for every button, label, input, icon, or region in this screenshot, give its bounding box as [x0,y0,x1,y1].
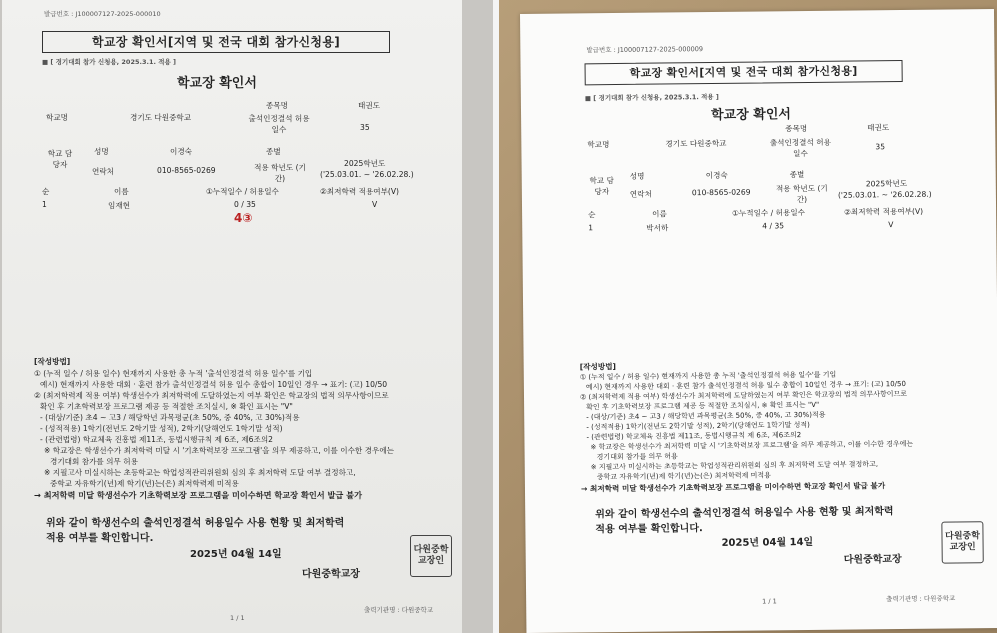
row-days: 0 / 35 [234,200,256,209]
method-header-right: [작성방법] [579,362,617,372]
col-name-right: 이름 [652,209,667,219]
value-allow-days: 35 [360,123,370,132]
method-line-11: 중학교 자유학기(년)제 학기(년)는(은) 최저학력제 미적용 [50,479,239,488]
row-check-right: V [888,220,894,230]
method-line-1: ① (누적 일수 / 허용 일수) 현재까지 사용한 총 누적 '출석인정결석 허용 일수'를 기입 [34,369,313,378]
document-title-right: 학교장 확인서[지역 및 전국 대회 참가신청용] [585,60,903,85]
method-line-11-right: 중학교 자유학기(년)제 학기(년)는(은) 최저학력제 미적용 [596,471,771,482]
confirm-line-2-right: 적용 여부를 확인합니다. [595,523,703,536]
label-event-right: 종목명 [785,123,808,134]
confirm-line-1: 위와 같이 학생선수의 출석인정결석 허용일수 사용 현황 및 최저학력 [46,518,345,529]
method-line-8: ※ 학교장은 학생선수가 최저학력 미달 시 '기초학력보장 프로그램'을 의무 제공하고, 이를 이수한 경우에는 [44,446,395,455]
page-number-right: 1 / 1 [762,597,777,606]
handwritten-mark: 4③ [234,211,253,225]
col-days: ①누적일수 / 허용일수 [206,187,279,196]
principal-seal-right: 다원중학교장인 [941,521,983,563]
issue-date-right: 2025년 04월 14일 [721,536,814,549]
method-line-3-right: ② (최저학력제 적용 여부) 학생선수가 최저학력에 도달하였는지 여부 확인은 학교장의 법적 의무사항이므로 [579,389,908,402]
label-school: 학교명 [46,113,69,122]
confirm-line-2: 적용 여부를 확인합니다. [46,533,154,544]
document-subtitle: 학교장 확인서 [177,76,257,91]
value-phone: 010-8565-0269 [157,166,216,175]
method-line-7-right: - (관련법령) 학교체육 진흥법 제11조, 동법시행규칙 제 6조, 제6조의2 [586,431,802,442]
method-line-1-right: ① (누적 일수 / 허용 일수) 현재까지 사용한 총 누적 '출석인정결석 허용 일수'를 기입 [579,370,837,382]
form-note: ■ [ 경기대회 참가 신청용, 2025.3.1. 적용 ] [42,58,177,66]
col-name: 이름 [114,187,129,196]
method-header: [작성방법] [34,357,71,366]
left-document [2,0,462,633]
method-line-12-right: → 최저학력 미달 학생선수가 기초학력보장 프로그램을 미이수하면 학교장 확인서 발급 불가 [580,481,886,494]
label-manager: 학교 담당자 [47,149,73,169]
document-title: 학교장 확인서[지역 및 전국 대회 참가신청용] [42,31,390,53]
label-grade: 종별 [266,147,281,156]
form-note-right: ■ [ 경기대회 참가 신청용, 2025.3.1. 적용 ] [584,92,719,103]
value-year: 2025학년도 [344,159,386,168]
method-line-5-right: - (대상/기준) 초4 ~ 고3 / 해당학년 과목평균(초 50%, 중 40%, 고 30%)적용 [586,410,826,422]
value-event: 태권도 [358,101,381,110]
method-line-8-right: ※ 학교장은 학생선수가 최저학력 미달 시 '기초학력보장 프로그램'을 의무 제공하고, 이를 이수한 경우에는 [590,439,914,452]
value-manager-name-right: 이경숙 [705,170,728,181]
value-phone-right: 010-8565-0269 [691,187,751,198]
method-line-4-right: 확인 후 기초학력보장 프로그램 제공 등 적절한 조치실시, ※ 확인 표시는 "V" [586,400,820,412]
value-allow-days-right: 35 [875,142,886,152]
label-attendance: 출석인정결석 허용일수 [248,114,310,134]
col-min: ②최저학력 적용여부(V) [320,187,400,196]
col-no-right: 순 [588,210,596,220]
row-name: 임재현 [108,201,131,210]
value-school-right: 경기도 다원중학교 [665,138,727,149]
method-line-9-right: 경기대회 참가를 의무 허용 [596,452,678,462]
page-number: 1 / 1 [230,614,245,622]
method-line-5: - (대상/기준) 초4 ~ 고3 / 해당학년 과목평균(초 50%, 중 40%, 고 30%)적용 [40,413,300,422]
issuer-right: 출력기관명 : 다원중학교 [886,594,956,604]
col-min-right: ②최저학력 적용여부(V) [844,206,924,217]
issue-date: 2025년 04월 14일 [190,549,282,560]
label-contact: 연락처 [92,167,115,176]
label-contact-right: 연락처 [629,189,652,199]
method-line-10-right: ※ 지필고사 미실시하는 초등학교는 학업성적관리위원회 심의 후 최저학력 도달 여부 결정하고, [590,460,879,472]
value-event-right: 태권도 [867,123,890,133]
row-days-right: 4 / 35 [762,221,785,231]
label-school-right: 학교명 [587,140,610,150]
principal-seal: 다원중학교장인 [410,535,452,577]
method-line-6-right: - (성적적용) 1학기(전년도 2학기말 성적), 2학기(당해연도 1학기말 성적) [586,420,810,432]
method-line-12: → 최저학력 미달 학생선수가 기초학력보장 프로그램을 미이수하면 학교장 확인서 발급 불가 [34,490,363,500]
label-event: 종목명 [266,101,289,110]
label-grade-right: 종별 [789,170,805,180]
principal-name-right: 다원중학교장 [843,554,902,566]
method-line-10: ※ 지필고사 미실시하는 초등학교는 학업성적관리위원회 심의 후 최저학력 도달 여부 결정하고, [44,468,356,477]
label-attendance-right: 출석인정결석 허용일수 [769,137,831,159]
issuer: 출력기관명 : 다원중학교 [364,606,434,614]
value-school: 경기도 다원중학교 [130,113,192,122]
label-year: 적용 학년도 (기간) [254,163,306,183]
method-line-4: 확인 후 기초학력보장 프로그램 제공 등 적절한 조치실시, ※ 확인 표시는 "V" [40,402,293,411]
label-name-right: 성명 [629,171,645,181]
col-days-right: ①누적일수 / 허용일수 [732,208,806,218]
row-no-right: 1 [588,223,594,233]
col-no: 순 [42,187,50,196]
method-line-2: 예시) 현재까지 사용한 대회 · 훈련 참가 출석인정결석 허용 일수 총합이 10일인 경우 → 표기: (고) 10/50 [40,380,388,389]
row-no: 1 [42,200,47,209]
issue-number-right: 발급번호 : J100007127-2025-000009 [586,45,704,55]
row-name-right: 박서하 [646,223,669,233]
value-manager-name: 이경숙 [170,147,193,156]
label-name: 성명 [94,147,109,156]
label-year-right: 적용 학년도 (기간) [775,183,828,205]
issue-number: 발급번호 : J100007127-2025-000010 [44,10,161,18]
principal-name: 다원중학교장 [302,569,360,580]
method-line-9: 경기대회 참가를 의무 허용 [50,457,138,466]
right-document [520,9,997,633]
method-line-2-right: 예시) 현재까지 사용한 대회 · 훈련 참가 출석인정결석 허용 일수 총합이 10일인 경우 → 표기: (고) 10/50 [585,379,906,392]
row-check: V [372,200,378,209]
document-subtitle-right: 학교장 확인서 [710,107,792,124]
value-year-right: 2025학년도 [865,178,908,189]
label-manager-right: 학교 담당자 [589,176,614,197]
value-period-right: ('25.03.01. ~ '26.02.28.) [837,189,932,200]
method-line-6: - (성적적용) 1학기(전년도 2학기말 성적), 2학기(당해연도 1학기말 성적) [40,424,283,433]
method-line-3: ② (최저학력제 적용 여부) 학생선수가 최저학력에 도달하였는지 여부 확인은 학교장의 법적 의무사항이므로 [34,391,389,400]
method-line-7: - (관련법령) 학교체육 진흥법 제11조, 동법시행규칙 제 6조, 제6조의2 [40,435,274,444]
confirm-line-1-right: 위와 같이 학생선수의 출석인정결석 허용일수 사용 현황 및 최저학력 [595,506,894,521]
value-period: ('25.03.01. ~ '26.02.28.) [320,170,414,179]
